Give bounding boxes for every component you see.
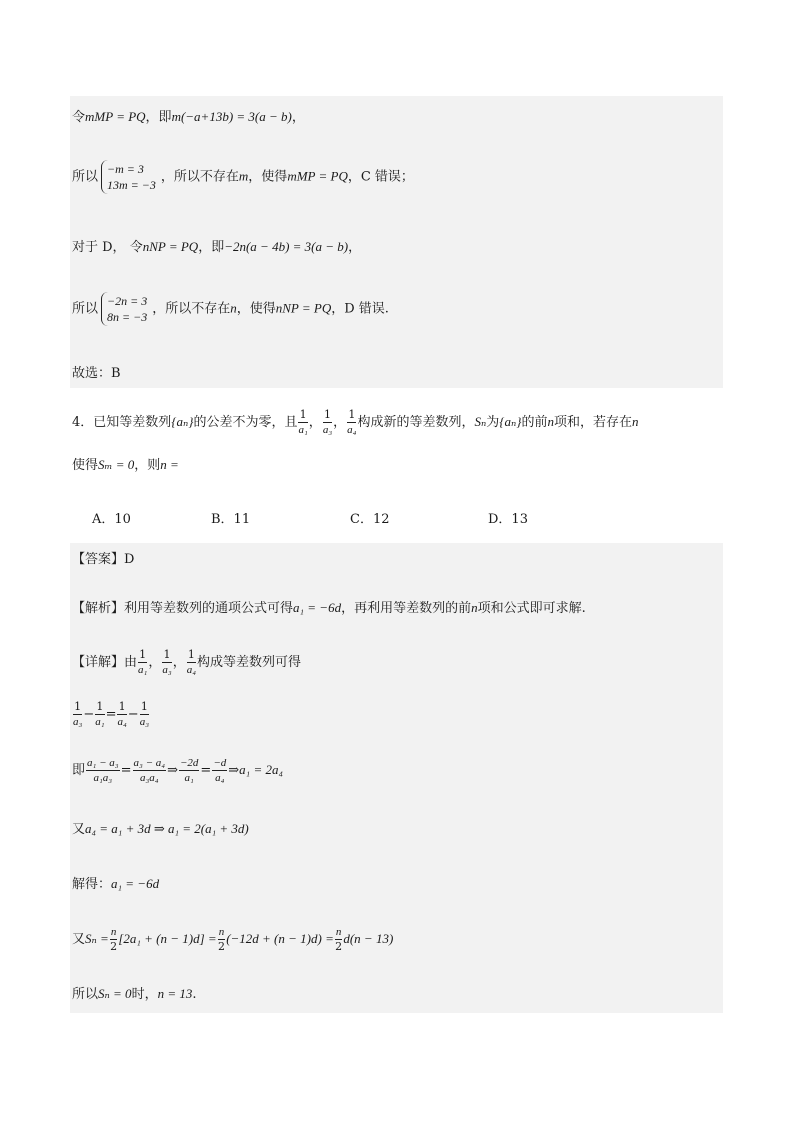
q3-choice: 故选：B: [72, 366, 121, 381]
q4-stem-line-2: 使得Sₘ = 0，则n =: [72, 457, 179, 473]
analysis-line: 【解析】利用等差数列的通项公式可得a₁ = −6d，再利用等差数列的前n项和公式即可求解.: [72, 600, 586, 616]
q3-line-4: 所以 −2n = 3 8n = −3 ，所以不存在n，使得nNP = PQ，D 错误.: [72, 294, 389, 324]
conclusion-line: 所以Sₙ = 0时，n = 13.: [72, 986, 197, 1002]
equation-system: −2n = 3 8n = −3: [101, 292, 149, 326]
step-4: 解得：a₁ = −6d: [72, 876, 160, 892]
step-2: 即 $\frac{\text{a₁ − a₃}}{\text{a₁a₃}}$ = $\frac{\text{a₃ − a₄}}{\text{a₃a₄}}$ ⇒ $\frac{-2d}{\text{a₁}}$ = $\frac{-d}{\text{a₄}}$ ⇒a₁ = 2a₄: [72, 757, 283, 784]
option-d: D．13: [488, 512, 528, 527]
step-5: 又Sₙ = $\frac{n}{2}$ [2a₁ + (n − 1)d] = $\frac{n}{2}$ (−12d + (n − 1)d) = $\frac{n}{2}$ d(n − 13): [72, 926, 394, 953]
step-3: 又a₄ = a₁ + 3d ⇒ a₁ = 2(a₁ + 3d): [72, 821, 249, 837]
step-1: $\frac{1}{\text{a₃}}$ − $\frac{1}{\text{a₁}}$ = $\frac{1}{\text{a₄}}$ − $\frac{1}{\text{a₃}}$: [73, 700, 150, 728]
detail-line: 【详解】由 $\frac{1}{\text{a₁}}$ ， $\frac{1}{\text{a₃}}$ ， $\frac{1}{\text{a₄}}$ 构成等差数列可得: [72, 648, 302, 676]
option-c: C．12: [350, 512, 390, 527]
q3-line-3: 对于 D， 令nNP = PQ，即−2n(a − 4b) = 3(a − b)，: [72, 239, 362, 255]
option-a: A．10: [92, 512, 131, 527]
answer-line: 【答案】D: [72, 552, 135, 567]
q3-line-1: 令mMP = PQ，即m(−a+13b) = 3(a − b)，: [72, 109, 305, 125]
q3-line-2: 所以 −m = 3 13m = −3 ，所以不存在m，使得mMP = PQ，C 错误；: [72, 162, 414, 192]
q4-stem-line-1: 4．已知等差数列{aₙ}的公差不为零，且 $\frac{1}{\text{a₁}}$ ， $\frac{1}{\text{a₃}}$ ， $\frac{1}{\text{a₄}}$ 构成新的等差数列，Sₙ为{aₙ}的前n项和，若存在n: [72, 408, 639, 436]
option-b: B．11: [211, 512, 251, 527]
equation-system: −m = 3 13m = −3: [101, 160, 158, 194]
